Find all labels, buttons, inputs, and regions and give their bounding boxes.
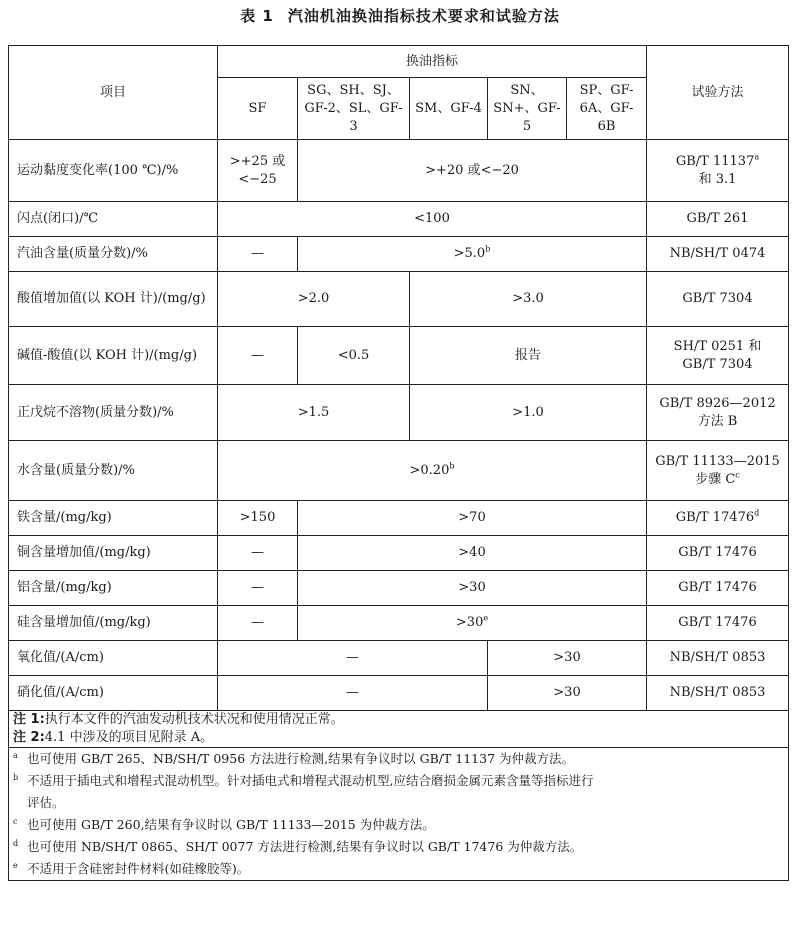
method-cell: GB/T 11137$^a$ 和 3.1 bbox=[647, 140, 789, 202]
value-cell: >5.0$^b$ bbox=[298, 237, 647, 272]
method-cell: GB/T 11133—2015 步骤 $C^c$ bbox=[647, 441, 789, 501]
notes-cell bbox=[9, 711, 789, 748]
method-cell: GB/T 17476 bbox=[647, 606, 789, 641]
value-cell: >150 bbox=[218, 501, 298, 536]
method-cell: NB/SH/T 0853 bbox=[647, 676, 789, 711]
value-cell: — bbox=[218, 327, 298, 385]
footnote-c: c 也可使用 GB/T 260,结果有争议时以 GB/T 11133—2015 为仲裁方法。 bbox=[13, 816, 435, 832]
row-item: 水含量(质量分数)/% bbox=[9, 441, 218, 501]
value-cell: >30 bbox=[298, 571, 647, 606]
row-item: 铜含量增加值/(mg/kg) bbox=[9, 536, 218, 571]
row-item: 闪点(闭口)/℃ bbox=[9, 202, 218, 237]
footnote-a: a 也可使用 GB/T 265、NB/SH/T 0956 方法进行检测,结果有争议时以 GB/T 11137 为仲裁方法。 bbox=[13, 750, 575, 766]
value-cell: >0.20$^b$ bbox=[218, 441, 647, 501]
method-cell: NB/SH/T 0474 bbox=[647, 237, 789, 272]
grade-sm: SM、GF-4 bbox=[410, 78, 488, 140]
value-cell: $>30^e$ bbox=[298, 606, 647, 641]
notes-row bbox=[9, 711, 789, 748]
method-cell: GB/T 17476$^d$ bbox=[647, 501, 789, 536]
row-item: 运动黏度变化率(100 ℃)/% bbox=[9, 140, 218, 202]
value-cell: — bbox=[218, 237, 298, 272]
row-item: 正戊烷不溶物(质量分数)/% bbox=[9, 385, 218, 441]
grade-sf: SF bbox=[218, 78, 298, 140]
grade-sg: SG、SH、SJ、GF-2、SL、GF-3 bbox=[298, 78, 410, 140]
table-row bbox=[9, 140, 789, 202]
footnotes-cell bbox=[9, 748, 789, 881]
row-item: 碱值-酸值(以 KOH 计)/(mg/g) bbox=[9, 327, 218, 385]
value-cell: >1.0 bbox=[410, 385, 647, 441]
value-cell: >70 bbox=[298, 501, 647, 536]
table-caption bbox=[0, 5, 800, 26]
row-item: 铁含量/(mg/kg) bbox=[9, 501, 218, 536]
row-item: 氧化值/(A/cm) bbox=[9, 641, 218, 676]
table-row bbox=[9, 441, 789, 501]
row-item: 硝化值/(A/cm) bbox=[9, 676, 218, 711]
value-cell: >30 bbox=[488, 676, 647, 711]
table-row bbox=[9, 202, 789, 237]
footnote-d: d 也可使用 NB/SH/T 0865、SH/T 0077 方法进行检测,结果有争议时以 GB/T 17476 为仲裁方法。 bbox=[13, 838, 583, 854]
method-cell: GB/T 261 bbox=[647, 202, 789, 237]
value-cell: — bbox=[218, 536, 298, 571]
note-2: 注 2:4.1 中涉及的项目见附录 A。 bbox=[13, 730, 214, 745]
row-item: 铝含量/(mg/kg) bbox=[9, 571, 218, 606]
value-cell: — bbox=[218, 571, 298, 606]
value-cell: >3.0 bbox=[410, 272, 647, 327]
table-row bbox=[9, 501, 789, 536]
value-cell: >+25 或 <−25 bbox=[218, 140, 298, 202]
note-1: 注 1:执行本文件的汽油发动机技术状况和使用情况正常。 bbox=[13, 712, 344, 727]
row-item: 酸值增加值(以 KOH 计)/(mg/g) bbox=[9, 272, 218, 327]
table-row bbox=[9, 676, 789, 711]
row-item: 硅含量增加值/(mg/kg) bbox=[9, 606, 218, 641]
value-cell: >1.5 bbox=[218, 385, 410, 441]
table-row bbox=[9, 606, 789, 641]
footnote-b: b 不适用于插电式和增程式混动机型。针对插电式和增程式混动机型,应结合磨损金属元素含量等指标进行 bbox=[13, 772, 594, 788]
value-cell: >2.0 bbox=[218, 272, 410, 327]
table-row bbox=[9, 385, 789, 441]
footnote-b-cont: 评估。 bbox=[27, 795, 65, 810]
grade-sp: SP、GF-6A、GF-6B bbox=[567, 78, 647, 140]
value-cell: <0.5 bbox=[298, 327, 410, 385]
table-row bbox=[9, 327, 789, 385]
footnote-e: e 不适用于含硅密封件材料(如硅橡胶等)。 bbox=[13, 860, 250, 876]
value-cell: >30 bbox=[488, 641, 647, 676]
table-row bbox=[9, 641, 789, 676]
value-cell: >40 bbox=[298, 536, 647, 571]
value-cell: — bbox=[218, 641, 488, 676]
row-item: 汽油含量(质量分数)/% bbox=[9, 237, 218, 272]
method-cell: SH/T 0251 和 GB/T 7304 bbox=[647, 327, 789, 385]
table-row bbox=[9, 536, 789, 571]
header-item: 项目 bbox=[9, 46, 218, 140]
header-group: 换油指标 bbox=[218, 46, 647, 78]
header-method: 试验方法 bbox=[647, 46, 789, 140]
footnotes-row bbox=[9, 748, 789, 881]
value-cell: — bbox=[218, 606, 298, 641]
table-row bbox=[9, 237, 789, 272]
method-cell: GB/T 7304 bbox=[647, 272, 789, 327]
table-title: 汽油机油换油指标技术要求和试验方法 bbox=[287, 7, 560, 25]
header-row-1 bbox=[9, 46, 789, 78]
value-cell: <100 bbox=[218, 202, 647, 237]
value-cell: >+20 或<−20 bbox=[298, 140, 647, 202]
method-cell: GB/T 8926—2012 方法 B bbox=[647, 385, 789, 441]
value-cell: — bbox=[218, 676, 488, 711]
table-number: 表 1 bbox=[240, 7, 274, 25]
table-row bbox=[9, 272, 789, 327]
spec-table bbox=[8, 45, 789, 881]
value-cell: 报告 bbox=[410, 327, 647, 385]
method-cell: NB/SH/T 0853 bbox=[647, 641, 789, 676]
method-cell: GB/T 17476 bbox=[647, 571, 789, 606]
grade-sn: SN、SN+、GF-5 bbox=[488, 78, 567, 140]
table-row bbox=[9, 571, 789, 606]
method-cell: GB/T 17476 bbox=[647, 536, 789, 571]
